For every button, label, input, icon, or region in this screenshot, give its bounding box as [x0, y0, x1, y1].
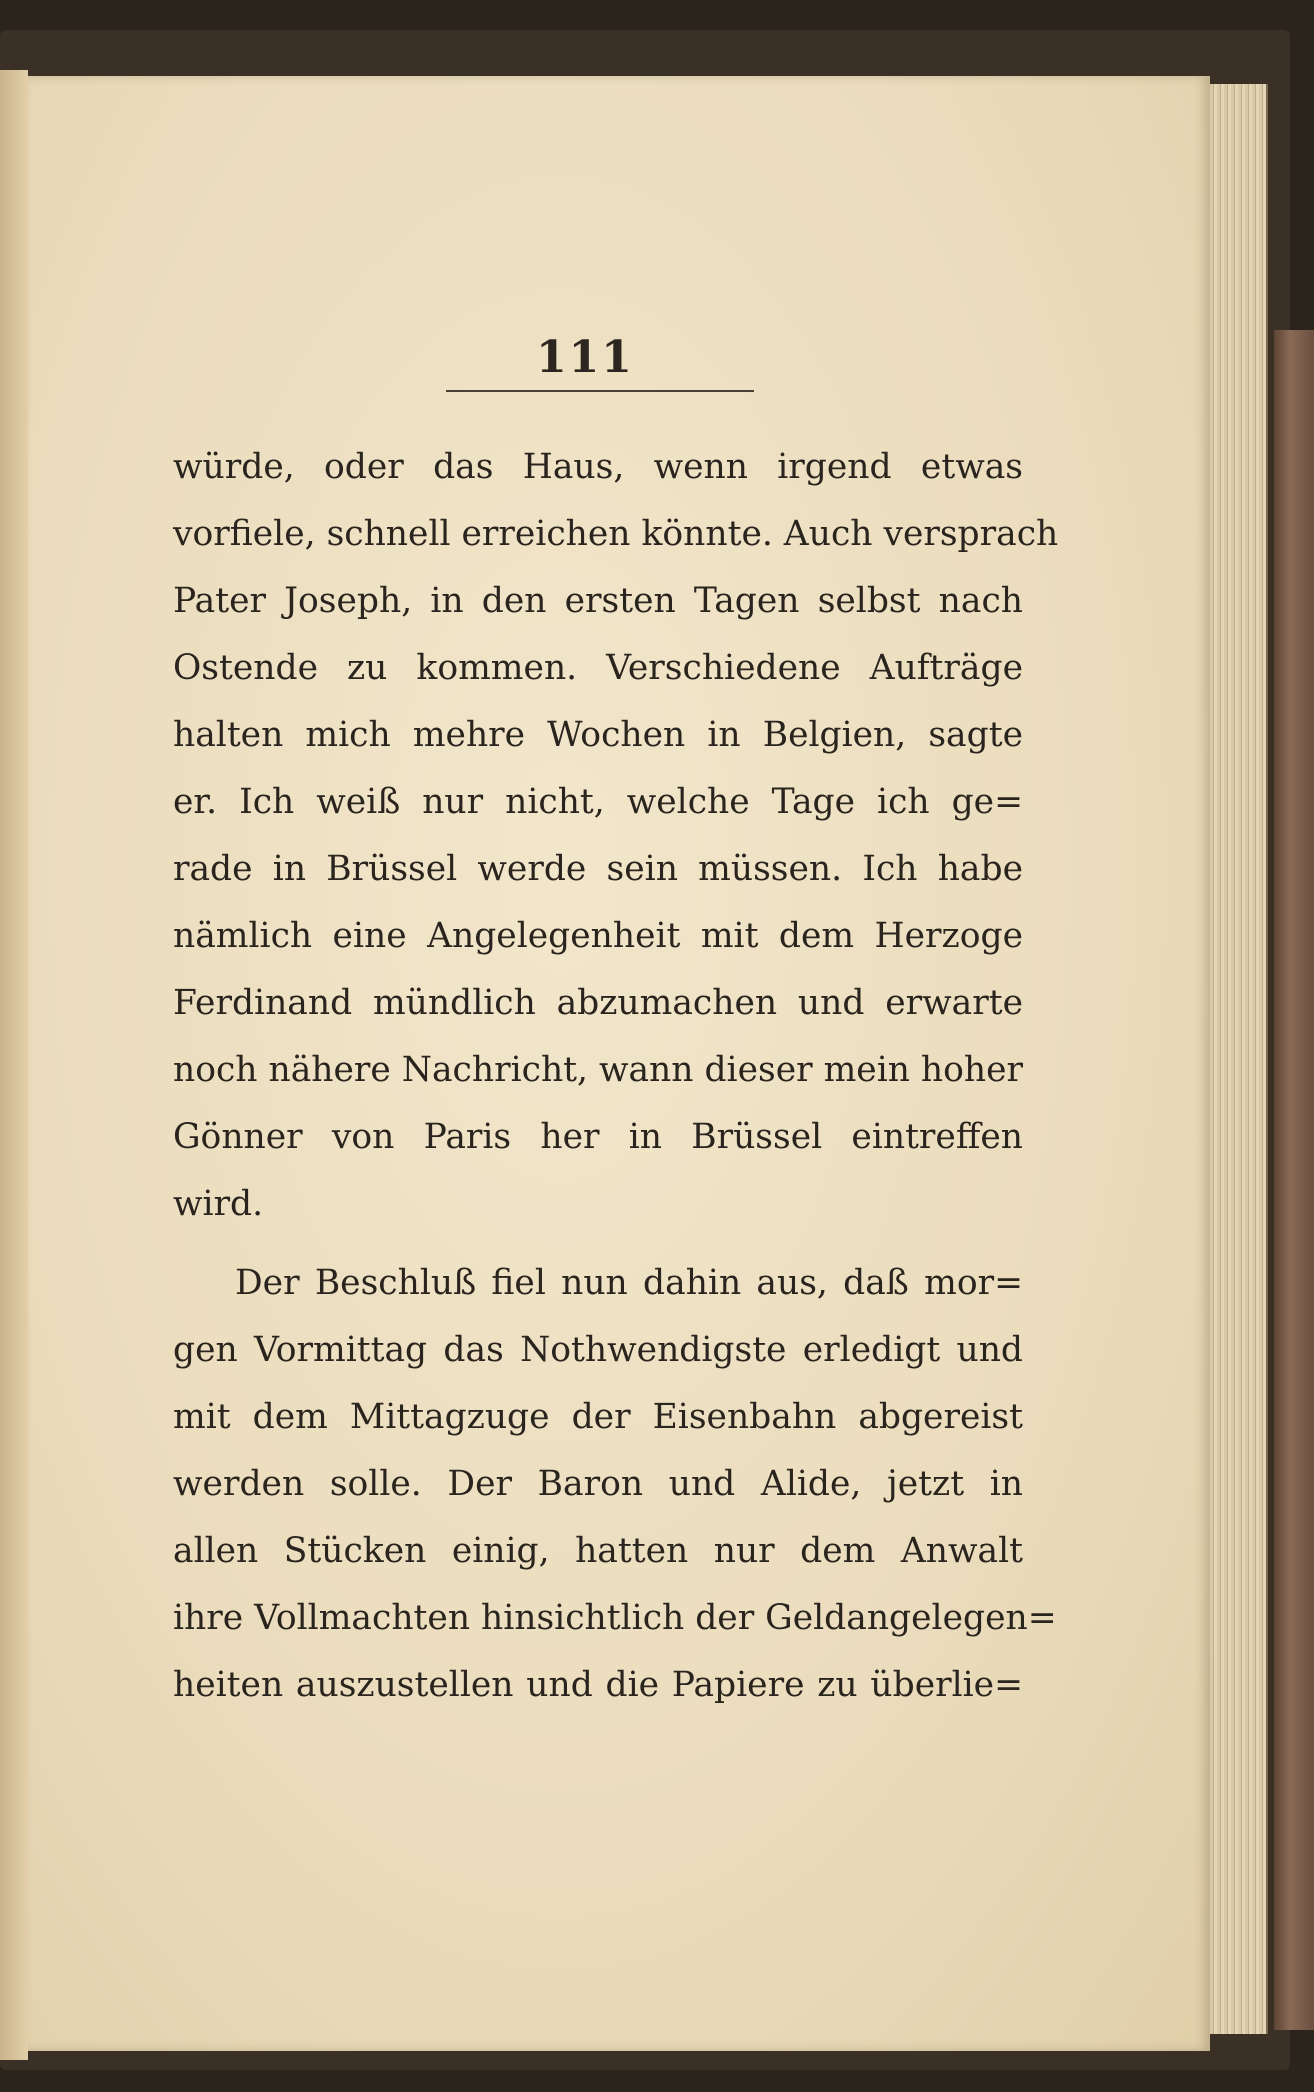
- left-page-edge: [0, 70, 28, 2060]
- text-line: rade in Brüssel werde sein müssen. Ich habe: [173, 849, 1023, 889]
- book-page: [28, 76, 1210, 2051]
- text-line: Ferdinand mündlich abzumachen und erwarte: [173, 983, 1023, 1023]
- body-text: [173, 434, 1059, 1719]
- header-rule: [446, 390, 754, 392]
- page-number: [28, 332, 1210, 383]
- text-line: heiten auszustellen und die Papiere zu überlie=: [173, 1665, 1023, 1705]
- text-line: wird.: [173, 1184, 264, 1224]
- text-line: gen Vormittag das Nothwendigste erledigt und: [173, 1330, 1023, 1370]
- text-line: Der Beschluß fiel nun dahin aus, daß mor=: [235, 1263, 1023, 1303]
- page-number-text: 111: [536, 332, 634, 383]
- text-line: Ostende zu kommen. Verschiedene Aufträge: [173, 648, 1023, 688]
- text-line: allen Stücken einig, hatten nur dem Anwalt: [173, 1531, 1023, 1571]
- text-line: Pater Joseph, in den ersten Tagen selbst nach: [173, 581, 1023, 621]
- text-line: würde, oder das Haus, wenn irgend etwas: [173, 447, 1023, 487]
- text-line: werden solle. Der Baron und Alide, jetzt in: [173, 1464, 1023, 1504]
- text-line: er. Ich weiß nur nicht, welche Tage ich ge=: [173, 782, 1023, 822]
- text-line: ihre Vollmachten hinsichtlich der Geldangelegen=: [173, 1598, 1057, 1638]
- text-line: mit dem Mittagzuge der Eisenbahn abgereist: [173, 1397, 1023, 1437]
- text-line: halten mich mehre Wochen in Belgien, sagte: [173, 715, 1023, 755]
- text-line: noch nähere Nachricht, wann dieser mein hoher: [173, 1050, 1024, 1090]
- paragraph-2: [173, 1250, 1057, 1719]
- text-line: nämlich eine Angelegenheit mit dem Herzoge: [173, 916, 1023, 956]
- text-line: vorfiele, schnell erreichen könnte. Auch versprach: [173, 514, 1059, 554]
- text-line: Gönner von Paris her in Brüssel eintreffen: [173, 1117, 1023, 1157]
- cover-corner-leather: [1274, 330, 1314, 2030]
- paragraph-1: [173, 434, 1059, 1238]
